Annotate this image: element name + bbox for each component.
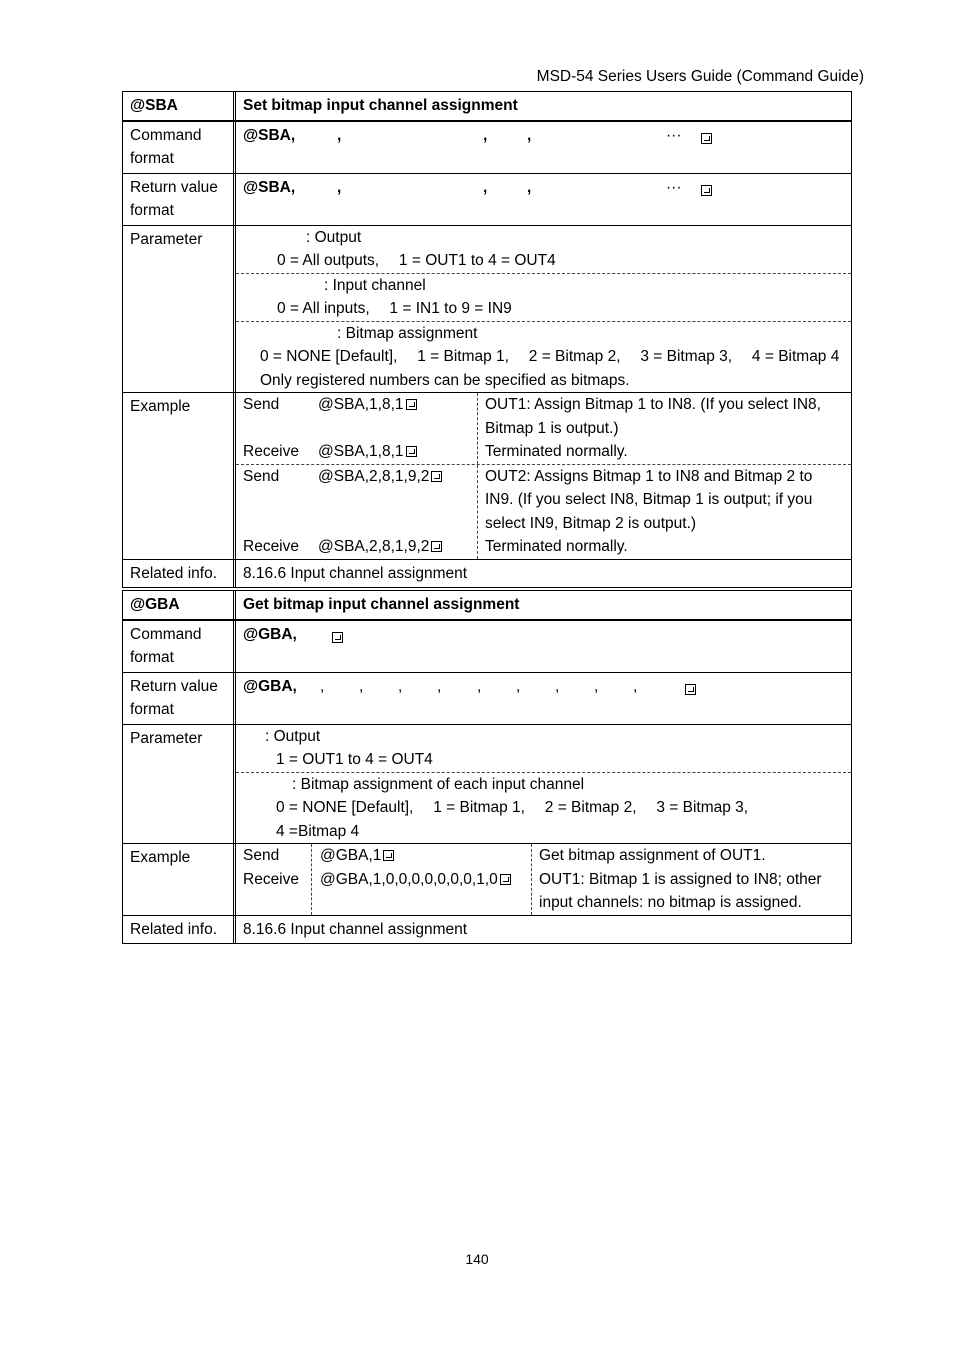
return-key-icon [330, 626, 343, 650]
gba-command-table [122, 590, 852, 944]
return-key-icon [699, 127, 712, 151]
sba-command-format-label [123, 122, 236, 173]
return-key-icon [683, 678, 696, 702]
gba-command-description: Get bitmap input channel assignment [243, 596, 520, 613]
gba-related-label: Related info. [123, 916, 236, 944]
comma: , [594, 677, 599, 695]
param-name: : Input channel [324, 276, 426, 294]
param-value: 4 =Bitmap 4 [276, 822, 360, 840]
sba-related-label: Related info. [123, 560, 236, 588]
gba-command-format-row [123, 620, 851, 672]
gba-return-syntax [243, 675, 844, 699]
comma: , [337, 126, 342, 144]
gba-param-output [236, 725, 851, 772]
send-description: Bitmap 1 is output.) [485, 419, 619, 437]
receive-command: @SBA,2,8,1,9,2 [318, 535, 477, 559]
sba-return-prefix: @SBA, [243, 178, 296, 196]
comma: , [555, 677, 560, 695]
comma: , [320, 677, 325, 695]
label-line: format [130, 202, 174, 219]
sba-example-1 [236, 393, 851, 464]
comma: , [527, 178, 532, 196]
label-line: Return value [130, 178, 218, 196]
gba-param-bitmap [236, 772, 851, 844]
send-command: @SBA,2,8,1,9,2 [318, 465, 477, 489]
sba-param-input [236, 273, 851, 321]
label-line: Return value [130, 677, 218, 695]
receive-description: Terminated normally. [485, 538, 628, 555]
sba-command-table [122, 91, 852, 588]
send-description: OUT1: Assign Bitmap 1 to IN8. (If you select IN8, [485, 396, 821, 413]
param-name: : Output [306, 228, 362, 246]
gba-header-row [123, 591, 851, 620]
sba-return-format-value [236, 174, 851, 225]
comma: , [398, 677, 403, 695]
gba-return-prefix: @GBA, [243, 677, 297, 695]
sba-related-row [123, 559, 851, 588]
receive-label: Receive [243, 870, 299, 888]
comma: , [516, 677, 521, 695]
param-value: 1 = OUT1 to 4 = OUT4 [276, 751, 433, 768]
example-description: input channels: no bitmap is assigned. [539, 894, 802, 911]
label-line: format [130, 150, 174, 167]
receive-description: Terminated normally. [485, 443, 628, 460]
comma: , [483, 126, 488, 144]
receive-command: @GBA,1,0,0,0,0,0,0,0,1,0 [320, 868, 531, 892]
param-name: : Bitmap assignment of each input channel [292, 775, 585, 793]
return-key-icon [406, 446, 417, 457]
param-name: : Output [265, 727, 321, 745]
param-value: 0 = NONE [Default], 1 = Bitmap 1, 2 = Bitmap 2, 3 = Bitmap 3, 4 = Bitmap 4 [260, 348, 840, 365]
label-line: Command [130, 126, 202, 144]
send-description: OUT2: Assigns Bitmap 1 to IN8 and Bitmap 2 to [485, 467, 813, 485]
send-label: Send [243, 847, 280, 864]
document-header-title: MSD-54 Series Users Guide (Command Guide) [536, 68, 864, 85]
return-key-icon [500, 874, 511, 885]
comma: , [483, 178, 488, 196]
return-key-icon [383, 850, 394, 861]
sba-header-row [123, 92, 851, 121]
sba-parameter-list [236, 226, 851, 393]
label-line: Command [130, 625, 202, 643]
sba-param-output [236, 226, 851, 273]
gba-example-row [123, 843, 851, 915]
receive-command: @SBA,1,8,1 [318, 440, 477, 464]
gba-command-name: @GBA [123, 591, 236, 619]
sba-command-prefix: @SBA, [243, 126, 296, 144]
return-key-icon [406, 399, 417, 410]
return-key-icon [431, 471, 442, 482]
send-description: IN9. (If you select IN8, Bitmap 1 is output; if you [485, 491, 813, 508]
sba-command-name: @SBA [123, 92, 236, 120]
gba-example [236, 844, 851, 915]
gba-parameter-row [123, 724, 851, 844]
return-key-icon [431, 541, 442, 552]
param-value: 0 = All outputs, 1 = OUT1 to 4 = OUT4 [277, 252, 556, 269]
label-line: format [130, 701, 174, 718]
sba-related-link: 8.16.6 Input channel assignment [243, 564, 468, 582]
gba-command-format-label [123, 621, 236, 672]
gba-example-1 [236, 844, 851, 915]
send-label: Send [243, 396, 280, 413]
param-value: Only registered numbers can be specified as bitmaps. [260, 371, 630, 389]
sba-command-description: Set bitmap input channel assignment [243, 97, 518, 114]
sba-return-format-label [123, 174, 236, 225]
sba-example-2 [236, 464, 851, 559]
comma: , [437, 677, 442, 695]
receive-label: Receive [243, 538, 299, 555]
comma: , [633, 677, 638, 695]
ellipsis: ··· [666, 126, 682, 144]
comma: , [337, 178, 342, 196]
sba-return-syntax [243, 176, 844, 200]
gba-example-label: Example [123, 844, 236, 915]
gba-command-format-value [236, 621, 851, 672]
gba-command-prefix: @GBA, [243, 625, 297, 643]
send-label: Send [243, 467, 280, 485]
comma: , [527, 126, 532, 144]
gba-parameter-label: Parameter [123, 725, 236, 844]
sba-parameter-row [123, 225, 851, 393]
sba-command-syntax [243, 124, 844, 148]
sba-example-row [123, 392, 851, 559]
label-line: format [130, 649, 174, 666]
sba-command-format-row [123, 121, 851, 173]
gba-return-format-value [236, 673, 851, 724]
gba-related-link: 8.16.6 Input channel assignment [243, 920, 468, 938]
comma: , [477, 677, 482, 695]
page-number: 140 [465, 1251, 489, 1267]
return-key-icon [699, 179, 712, 203]
comma: , [359, 677, 364, 695]
send-description: select IN9, Bitmap 2 is output.) [485, 514, 697, 532]
param-value: 0 = NONE [Default], 1 = Bitmap 1, 2 = Bitmap 2, 3 = Bitmap 3, [276, 799, 749, 816]
gba-return-format-label [123, 673, 236, 724]
sba-return-format-row [123, 173, 851, 225]
gba-command-syntax [243, 623, 844, 647]
send-command: @SBA,1,8,1 [318, 393, 477, 417]
example-description: OUT1: Bitmap 1 is assigned to IN8; other [539, 870, 822, 888]
gba-return-format-row [123, 672, 851, 724]
sba-example-label: Example [123, 393, 236, 559]
receive-label: Receive [243, 443, 299, 460]
param-name: : Bitmap assignment [337, 324, 478, 342]
example-description: Get bitmap assignment of OUT1. [539, 847, 766, 864]
param-value: 0 = All inputs, 1 = IN1 to 9 = IN9 [277, 300, 512, 317]
ellipsis: ··· [666, 178, 682, 196]
sba-example-list [236, 393, 851, 559]
sba-parameter-label: Parameter [123, 226, 236, 393]
sba-param-bitmap [236, 321, 851, 393]
gba-parameter-list [236, 725, 851, 844]
sba-command-format-value [236, 122, 851, 173]
send-command: @GBA,1 [320, 844, 531, 868]
gba-related-row [123, 915, 851, 944]
